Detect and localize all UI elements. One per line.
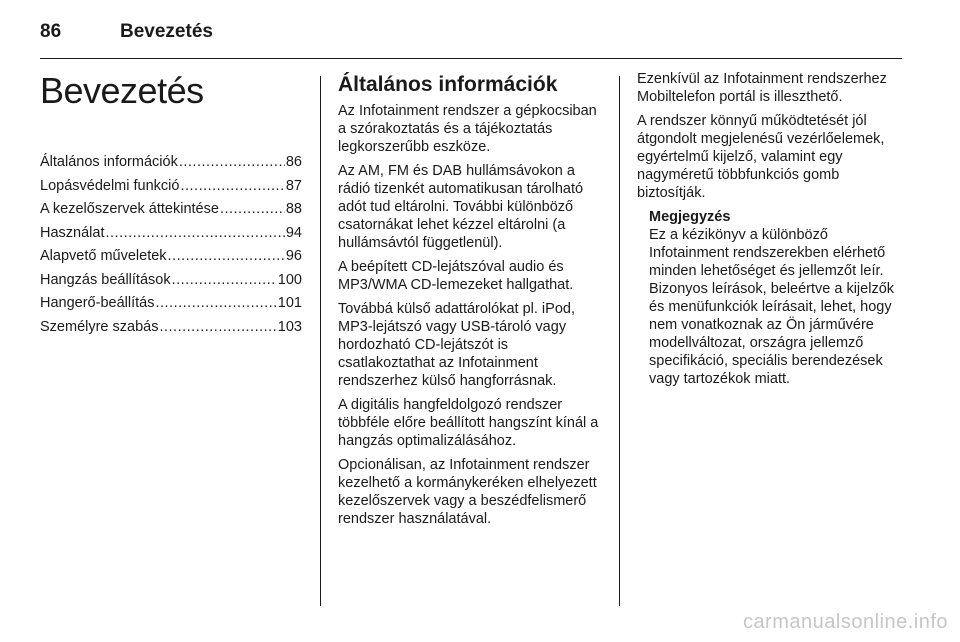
- toc-entry-page: 96: [285, 248, 302, 264]
- toc-entry-page: 100: [277, 271, 302, 288]
- toc-entry-label: Használat: [40, 224, 105, 241]
- toc-entry[interactable]: [40, 222, 302, 246]
- body-paragraph: A digitális hangfeldolgozó rendszer többféle előre beállított hangszínt kínál a hangzás optimalizálásához.: [338, 397, 599, 449]
- body-paragraph: Opcionálisan, az Infotainment rendszer kezelhető a kormánykeréken elhelyezett kezelőszervek vagy a beszédfelismerő rendszer használatával.: [338, 457, 597, 527]
- toc-entry[interactable]: [40, 316, 302, 340]
- note-box: [649, 208, 901, 388]
- toc-leader-dots: [155, 292, 276, 316]
- note-heading: Megjegyzés: [649, 209, 731, 225]
- running-title: Bevezetés: [120, 21, 213, 42]
- section-column-right: [637, 70, 901, 388]
- toc-leader-dots: [172, 269, 277, 293]
- toc-leader-dots: [105, 222, 284, 246]
- section-column-middle: [338, 70, 602, 534]
- site-watermark: carmanualsonline.info: [742, 611, 948, 633]
- toc-entry[interactable]: [40, 151, 302, 175]
- toc-entry-label: Általános információk: [40, 154, 178, 170]
- toc-entry[interactable]: [40, 175, 302, 199]
- body-paragraph: Az Infotainment rendszer a gépkocsiban a szórakoztatás és a tájékoztatás legkorszerűbb eszköze.: [338, 103, 597, 155]
- toc-leader-dots: [168, 245, 285, 269]
- chapter-contents-column: [40, 70, 302, 339]
- chapter-title: Bevezetés: [40, 70, 204, 111]
- toc-entry-label: Hangerő-beállítás: [40, 295, 155, 311]
- toc-entry[interactable]: [40, 269, 302, 293]
- body-paragraph: Az AM, FM és DAB hullámsávokon a rádió tizenkét automatikusan tárolható adót tud eltárolni. További különböző csatornákat lehet kézzel eltárolni (a hullámsávtól függetlenül).: [338, 163, 584, 251]
- toc-leader-dots: [179, 151, 285, 175]
- toc-entry[interactable]: [40, 292, 302, 316]
- toc-leader-dots: [180, 175, 284, 199]
- toc-entry-label: Alapvető műveletek: [40, 248, 167, 264]
- toc-entry-page: 94: [285, 224, 302, 241]
- body-paragraph: A beépített CD-lejátszóval audio és MP3/WMA CD-lemezeket hallgathat.: [338, 259, 574, 293]
- toc-entry-page: 103: [277, 318, 302, 335]
- toc-entry[interactable]: [40, 198, 302, 222]
- toc-entry-page: 86: [285, 154, 302, 170]
- page-number: 86: [40, 21, 62, 42]
- toc-entry-label: Hangzás beállítások: [40, 271, 171, 288]
- toc-entry-label: A kezelőszervek áttekintése: [40, 201, 219, 217]
- page-header: [40, 20, 902, 59]
- toc-entry[interactable]: [40, 245, 302, 269]
- toc-entry-label: Személyre szabás: [40, 318, 159, 335]
- table-of-contents: [40, 151, 302, 339]
- toc-entry-page: 87: [285, 177, 302, 194]
- column-divider-right: [619, 76, 620, 606]
- body-paragraph: Ezenkívül az Infotainment rendszerhez Mobiltelefon portál is illeszthető.: [637, 71, 887, 105]
- toc-entry-label: Lopásvédelmi funkció: [40, 177, 180, 194]
- column-divider-left: [320, 76, 321, 606]
- toc-entry-page: 101: [277, 295, 302, 311]
- body-paragraph: Továbbá külső adattárolókat pl. iPod, MP3-lejátszó vagy USB-tároló vagy hordozható CD-lejátszót is csatlakoztathat az Infotainment rendszerhez külső hangforrásnak.: [338, 301, 575, 389]
- section-title: Általános információk: [338, 73, 558, 96]
- toc-leader-dots: [220, 198, 285, 222]
- note-text: Ez a kézikönyv a különböző Infotainment rendszerekben elérhető minden lehetőséget és jellemzőt leír. Bizonyos leírások, beleértve a kijelzők és menüfunkciók leírásait, lehet, hogy nem vonatkoznak az Ön járművére modellváltozat, országra jellemző specifikáció, speciális berendezések vagy tartozékok miatt.: [649, 227, 895, 387]
- body-paragraph: A rendszer könnyű működtetését jól átgondolt megjelenésű vezérlőelemek, egyértelmű kijelző, valamint egy nagyméretű többfunkciós gomb biztosítják.: [637, 113, 885, 201]
- toc-leader-dots: [159, 316, 276, 340]
- toc-entry-page: 88: [285, 201, 302, 217]
